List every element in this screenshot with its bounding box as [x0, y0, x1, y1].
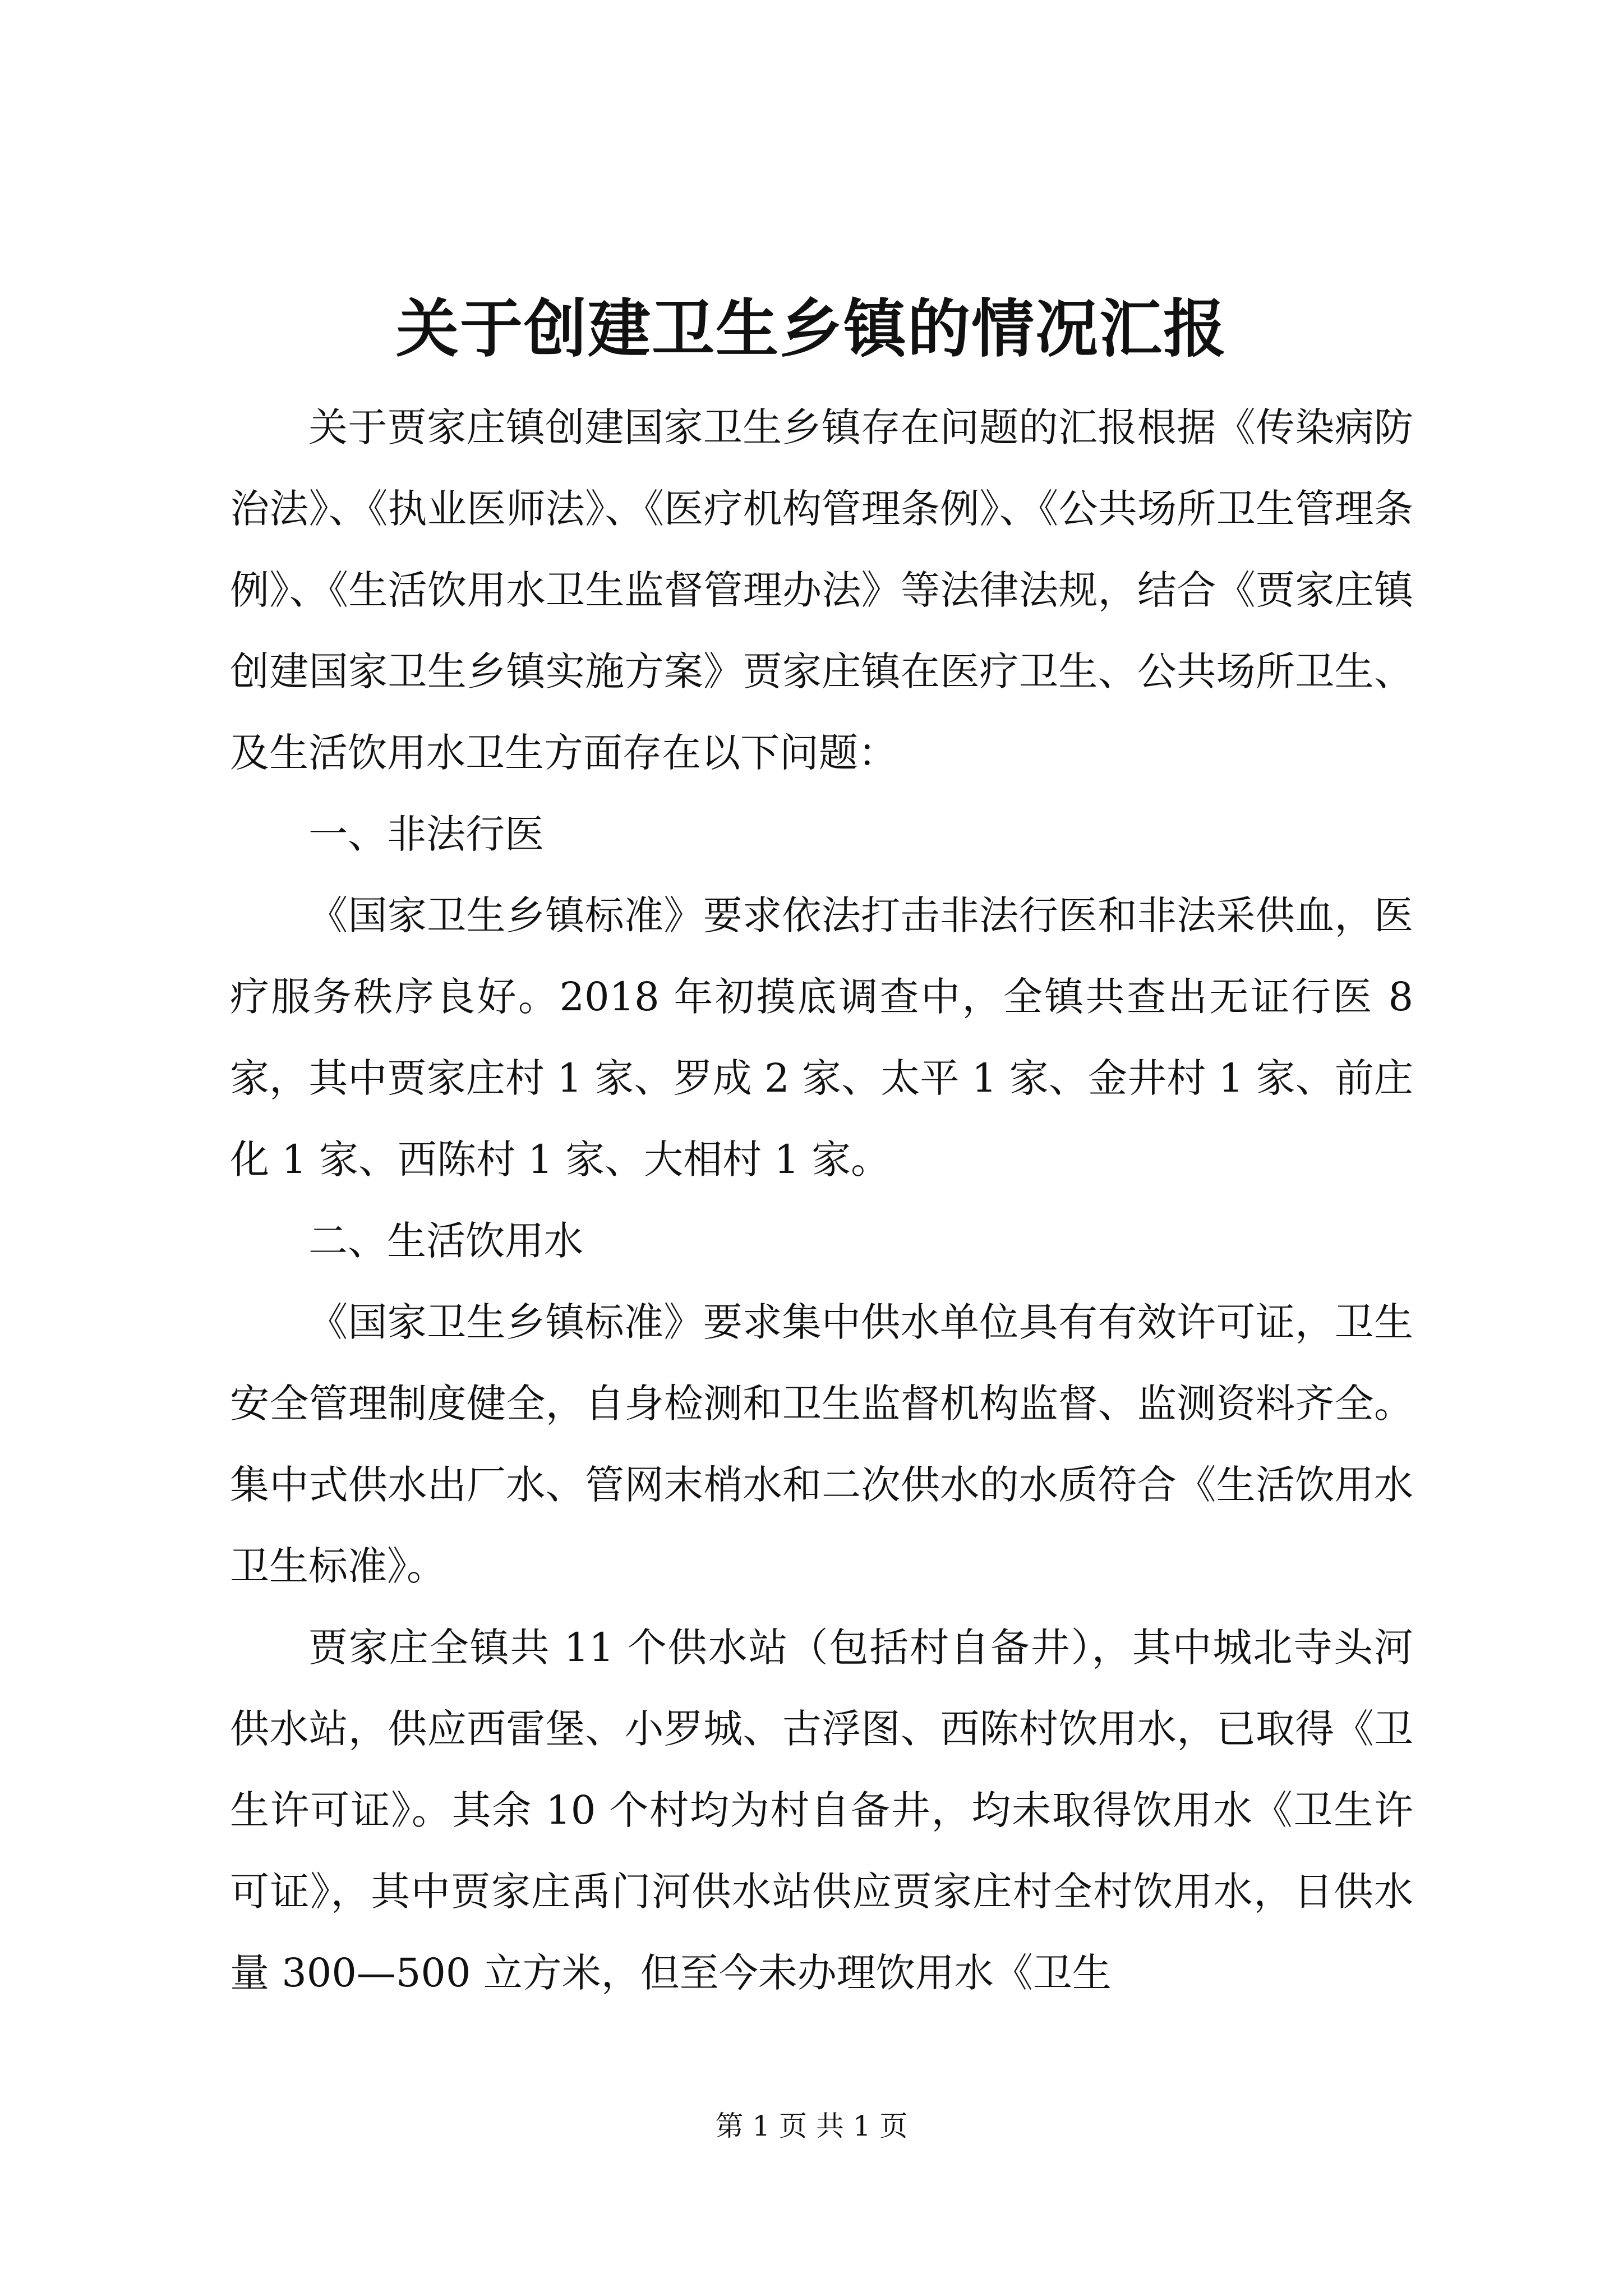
section-heading-drinking-water: 二、生活饮用水 — [308, 1218, 583, 1264]
document-title: 关于创建卫生乡镇的情况汇报 — [396, 292, 1227, 366]
section-heading-illegal-practice: 一、非法行医 — [308, 811, 544, 857]
paragraph-illegal-practice: 《国家卫生乡镇标准》要求依法打击非法行医和非法采供血，医疗服务秩序良好。2018 年初摸底调查中，全镇共查出无证行医 8 家，其中贾家庄村 1 家、罗成 2 家、太平 1 家、金井村 1 家、前庄化 1 家、西陈村 1 家、大相村 1 家。 — [230, 892, 1413, 1182]
paragraph-intro: 关于贾家庄镇创建国家卫生乡镇存在问题的汇报根据《传染病防治法》、《执业医师法》、《医疗机构管理条例》、《公共场所卫生管理条例》、《生活饮用水卫生监督管理办法》等法律法规，结合《贾家庄镇创建国家卫生乡镇实施方案》贾家庄镇在医疗卫生、公共场所卫生、及生活饮用水卫生方面存在以下问题： — [230, 404, 1413, 776]
document-body — [230, 387, 1413, 2014]
page-footer: 第 1 页 共 1 页 — [715, 2110, 908, 2142]
paragraph-water-standard: 《国家卫生乡镇标准》要求集中供水单位具有有效许可证，卫生安全管理制度健全，自身检测和卫生监督机构监督、监测资料齐全。集中式供水出厂水、管网末梢水和二次供水的水质符合《生活饮用水卫生标准》。 — [230, 1299, 1413, 1589]
paragraph-water-stations: 贾家庄全镇共 11 个供水站（包括村自备井），其中城北寺头河供水站，供应西雷堡、小罗城、古浮图、西陈村饮用水，已取得《卫生许可证》。其余 10 个村均为村自备井，均未取得饮用水《卫生许可证》，其中贾家庄禹门河供水站供应贾家庄村全村饮用水，日供水量 300—500 立方米，但至今未办理饮用水《卫生 — [230, 1625, 1413, 1996]
